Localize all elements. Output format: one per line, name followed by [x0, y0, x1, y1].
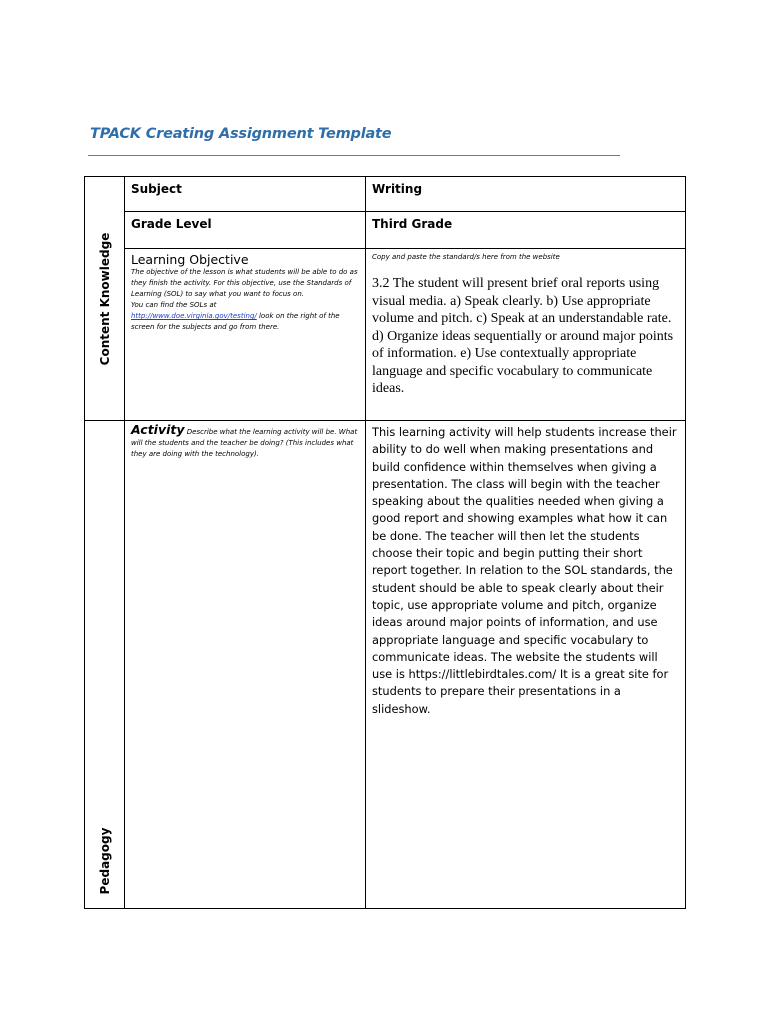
- subject-value: Writing: [372, 182, 423, 196]
- table-row-learning-objective: [85, 249, 686, 421]
- grade-level-value-cell[interactable]: [366, 212, 686, 249]
- activity-label: Activity: [131, 422, 185, 437]
- document-title: TPACK Creating Assignment Template: [90, 126, 392, 142]
- activity-help: Describe what the learning activity will be. What will the students and the teacher be doing? (This includes what they are doing with the technology).: [131, 428, 358, 458]
- table-row-activity: [85, 421, 686, 909]
- section-content-knowledge: [85, 177, 125, 421]
- learning-objective-help: The objective of the lesson is what students will be able to do as they finish the activity. For this objective, use the Standards of Learning (SOL) to say what you want to focus on.: [131, 268, 358, 298]
- learning-objective-value-cell[interactable]: [366, 249, 686, 421]
- sol-help-suffix: look on the right of the screen for the subjects and go from there.: [131, 312, 340, 331]
- learning-objective-sol-help: [131, 300, 359, 333]
- learning-objective-label: Learning Objective: [131, 252, 249, 267]
- table-row-grade-level: [85, 212, 686, 249]
- pedagogy-label: Pedagogy: [97, 827, 112, 895]
- subject-label: Subject: [131, 182, 182, 196]
- table-row-subject: [85, 177, 686, 212]
- activity-label-cell: [125, 421, 366, 909]
- grade-level-label-cell: [125, 212, 366, 249]
- learning-objective-instruction: Copy and paste the standard/s here from the website: [372, 253, 560, 261]
- activity-value-cell[interactable]: [366, 421, 686, 909]
- subject-value-cell[interactable]: [366, 177, 686, 212]
- section-pedagogy: [85, 421, 125, 909]
- learning-objective-value: 3.2 The student will present brief oral reports using visual media. a) Speak clearly. b) Use appropriate volume and pitch. c) Speak at an understandable rate. d) Organize ideas sequentially or around major points of information. e) Use contextually appropriate language and specific vocabulary to communicate ideas.: [372, 276, 674, 396]
- grade-level-label: Grade Level: [131, 217, 212, 231]
- subject-label-cell: [125, 177, 366, 212]
- activity-value: This learning activity will help students increase their ability to do well when making presentations and build confidence within themselves when giving a presentation. The class will begin with the teacher speaking about the qualities needed when giving a good report and showing examples what how it can be done. The teacher will then let the students choose their topic and begin putting their short report together. In relation to the SOL standards, the student should be able to speak clearly about their topic, use appropriate volume and pitch, organize ideas around major points of information, and use appropriate language and specific vocabulary to communicate ideas. The website the students will use is https://littlebirdtales.com/ It is a great site for students to prepare their presentations in a slideshow.: [372, 425, 677, 716]
- learning-objective-label-cell: [125, 249, 366, 421]
- sol-help-prefix: You can find the SOLs at: [131, 301, 217, 309]
- tpack-table: [84, 176, 686, 909]
- sol-link[interactable]: http://www.doe.virginia.gov/testing/: [131, 312, 257, 320]
- title-underline: [88, 155, 620, 156]
- content-knowledge-label: Content Knowledge: [97, 232, 112, 365]
- grade-level-value: Third Grade: [372, 217, 453, 231]
